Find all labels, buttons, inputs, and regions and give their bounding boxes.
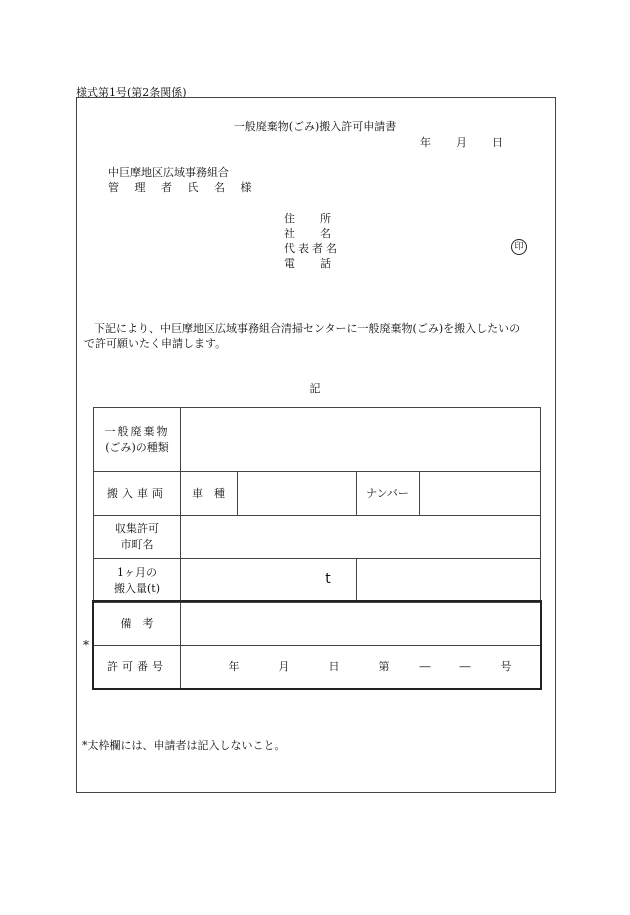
permit-dai-label: 第 [378, 660, 390, 673]
asterisk-mark: * [83, 638, 89, 652]
applicant-phone-label: 電 話 [284, 257, 332, 270]
amount-unit: t [325, 571, 331, 587]
ki-heading: 記 [309, 382, 321, 395]
applicant-representative-label: 代表者名 [284, 242, 340, 255]
date-month-label: 月 [456, 136, 467, 149]
addressee-name: 管 理 者 氏 名 様 [108, 181, 258, 194]
vehicle-label: 搬入車両 [107, 487, 167, 500]
amount-label-1: 1ヶ月の [117, 566, 157, 579]
office-use-thick-frame [92, 600, 542, 690]
permit-month-label: 月 [278, 660, 290, 673]
permit-year-label: 年 [228, 660, 240, 673]
vehicle-type-field[interactable] [240, 472, 354, 514]
permit-dash-2: ― [459, 660, 471, 673]
applicant-company-label: 社 名 [284, 227, 332, 240]
body-text-line2: で許可願いたく申請します。 [84, 337, 227, 350]
permit-number-label: 許可番号 [107, 660, 167, 673]
permit-city-field[interactable] [184, 516, 536, 557]
date-year-label: 年 [420, 136, 431, 149]
permit-dash-1: ― [419, 660, 431, 673]
seal-mark-icon: 印 [511, 239, 527, 255]
addressee-org: 中巨摩地区広域事務組合 [108, 166, 229, 179]
waste-type-field[interactable] [184, 408, 536, 470]
permit-day-label: 日 [328, 660, 340, 673]
form-number: 様式第1号(第2条関係) [76, 86, 187, 99]
date-day-label: 日 [492, 136, 503, 149]
permit-city-label-2: 市町名 [120, 538, 154, 551]
vehicle-number-label: ナンバー [366, 487, 409, 500]
permit-go-label: 号 [500, 660, 512, 673]
amount-label-2: 搬入量(t) [113, 582, 160, 595]
waste-type-label-2: (ごみ)の種類 [105, 441, 169, 454]
permit-city-label-1: 収集許可 [115, 522, 159, 535]
vehicle-type-label: 車 種 [192, 487, 225, 500]
form-title: 一般廃棄物(ごみ)搬入許可申請書 [233, 120, 397, 133]
remarks-label: 備 考 [120, 617, 154, 630]
applicant-address-label: 住 所 [284, 212, 332, 225]
body-text-line1: 下記により、中巨摩地区広域事務組合清掃センターに一般廃棄物(ごみ)を搬入したいの [94, 322, 521, 335]
waste-type-label-1: 一般廃棄物 [104, 425, 170, 438]
footnote: *太枠欄には、申請者は記入しないこと。 [82, 739, 286, 752]
vehicle-number-field[interactable] [422, 472, 538, 514]
